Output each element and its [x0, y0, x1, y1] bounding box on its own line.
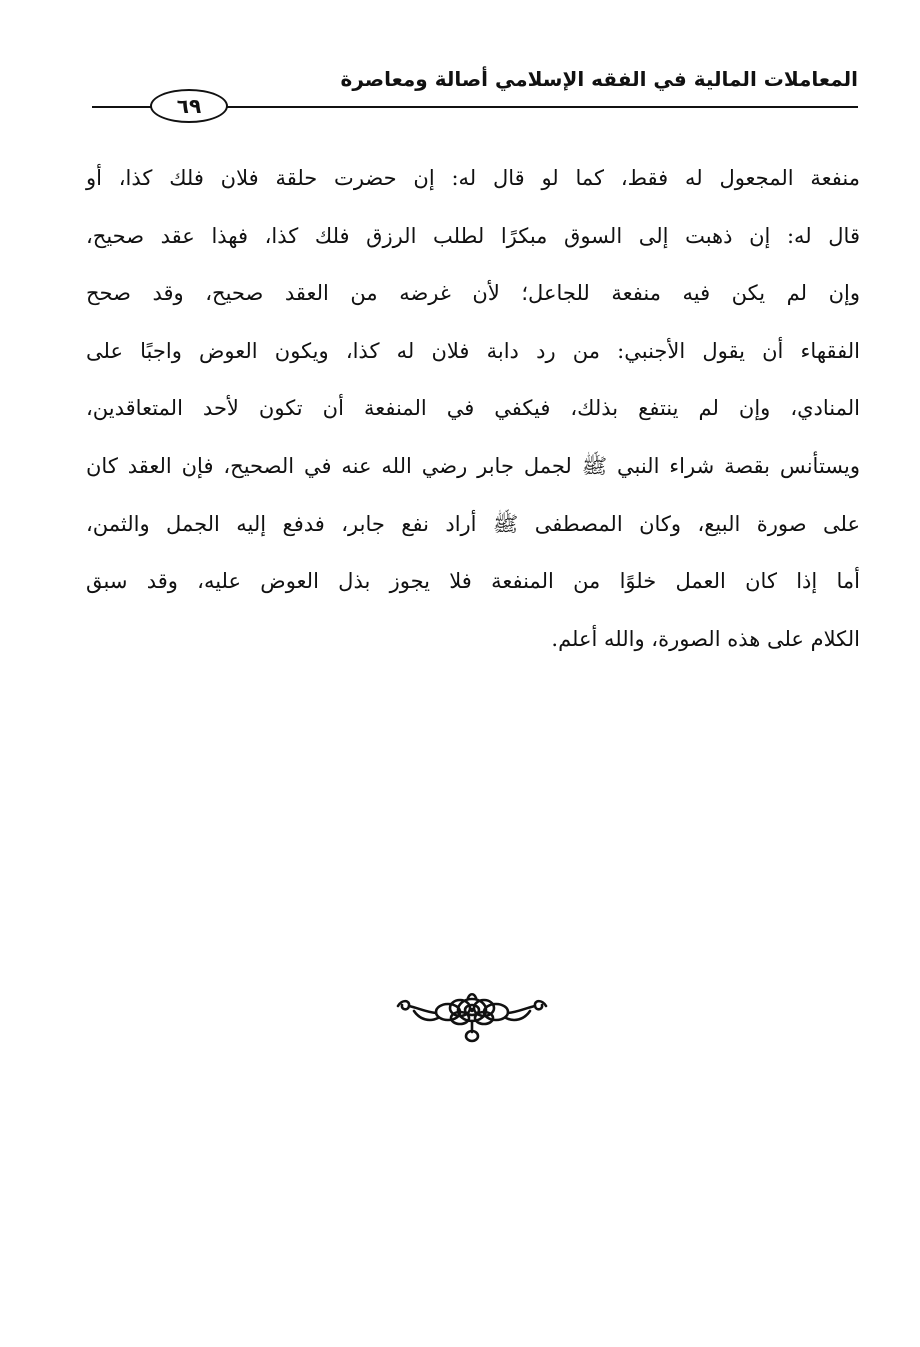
text-line: أما إذا كان العمل خلوًا من المنفعة فلا يجوز بذل العوض عليه، وقد سبق [86, 569, 860, 594]
page-number: ٦٩ [176, 94, 202, 118]
text-line: قال له: إن ذهبت إلى السوق مبكرًا لطلب الرزق فلك كذا، فهذا عقد صحيح، [86, 223, 860, 248]
text-line: وإن لم يكن فيه منفعة للجاعل؛ لأن غرضه من العقد صحيح، وقد صحح [86, 281, 860, 306]
text-line: الفقهاء أن يقول الأجنبي: من رد دابة فلان له كذا، ويكون العوض واجبًا على [86, 338, 860, 363]
text-line: المنادي، وإن لم ينتفع بذلك، فيكفي في المنفعة أن تكون لأحد المتعاقدين، [86, 396, 860, 421]
flourish-ornament-icon [392, 990, 552, 1046]
text-line: على صورة البيع، وكان المصطفى ﷺ أراد نفع جابر، فدفع إليه الجمل والثمن، [86, 511, 860, 536]
page-number-badge [150, 89, 228, 123]
text-line: منفعة المجعول له فقط، كما لو قال له: إن حضرت حلقة فلان فلك كذا، أو [86, 166, 860, 190]
text-line: ويستأنس بقصة شراء النبي ﷺ لجمل جابر رضي الله عنه في الصحيح، فإن العقد كان [86, 453, 860, 478]
body-paragraph [86, 150, 860, 668]
running-header-title: المعاملات المالية في الفقه الإسلامي أصالة ومعاصرة [340, 67, 858, 91]
text-line: الكلام على هذه الصورة، والله أعلم. [551, 626, 860, 651]
